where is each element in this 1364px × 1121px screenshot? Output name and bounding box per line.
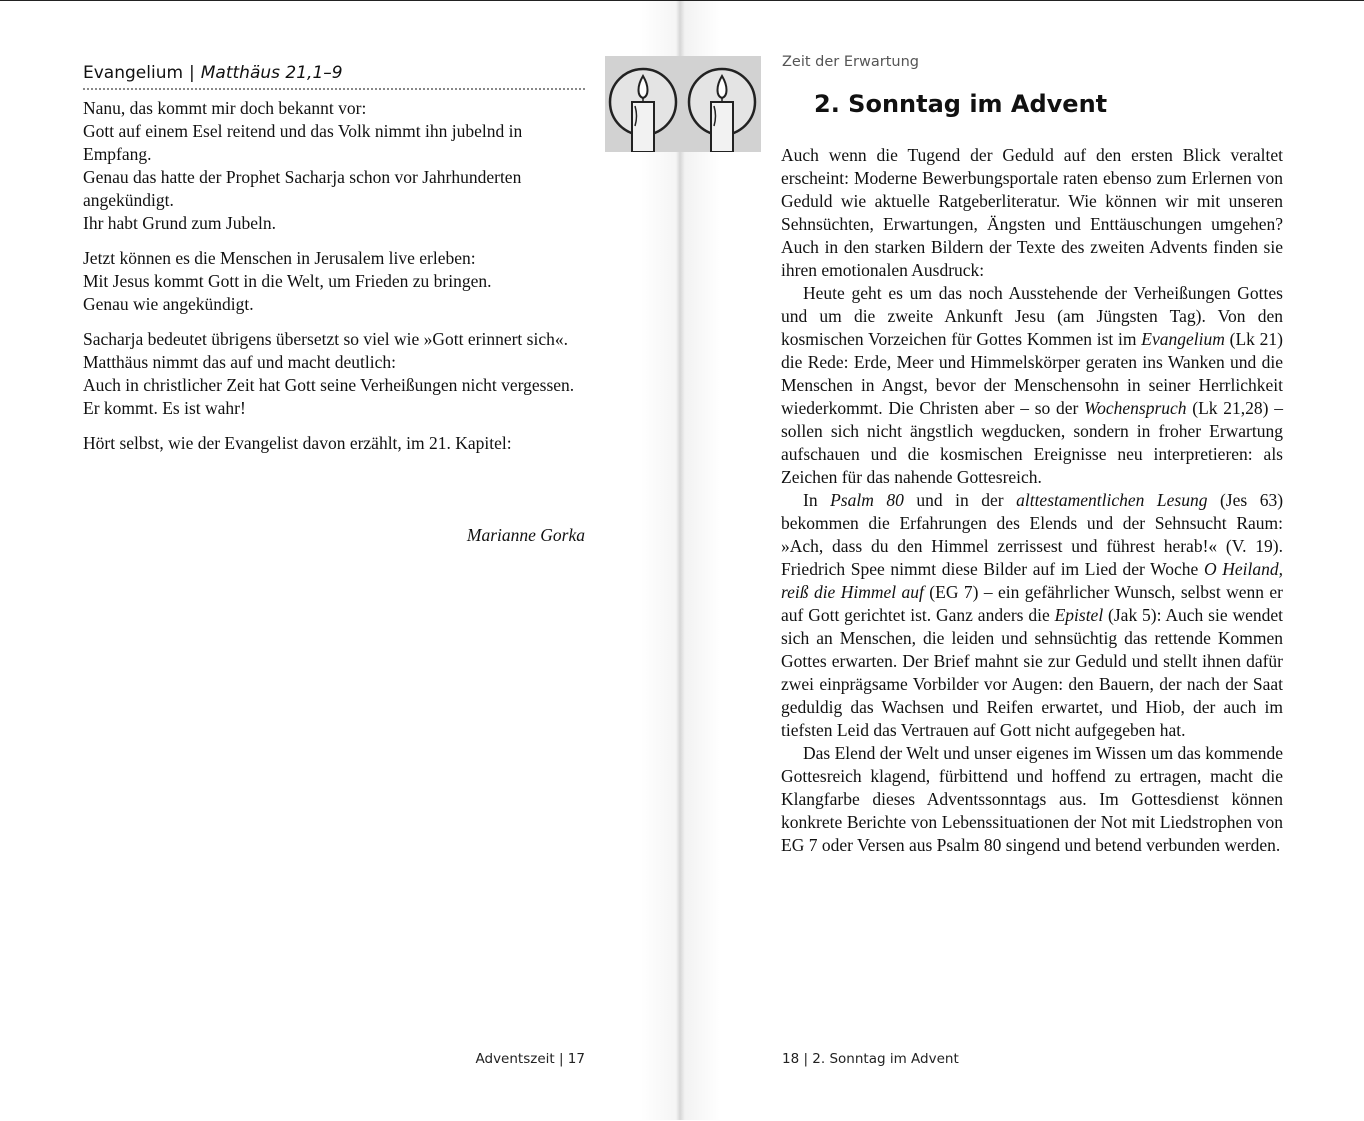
- text-line: Ihr habt Grund zum Jubeln.: [83, 213, 276, 233]
- text-run: In: [803, 490, 831, 510]
- text-line: Matthäus nimmt das auf und macht deutlich:: [83, 352, 396, 372]
- page-title: 2. Sonntag im Advent: [814, 90, 1108, 118]
- text-run: (Jes 63) bekommen die Erfahrungen des Elends und der Sehnsucht Raum: »Ach, dass du den Himmel zerrissest und führest herab!« (V. 19). Friedrich Spee nimmt diese Bilder auf im Lied der Woche: [781, 490, 1284, 579]
- section-overline: Zeit der Erwartung: [782, 54, 919, 70]
- body-text: [781, 144, 1283, 857]
- text-line: Hört selbst, wie der Evangelist davon erzählt, im 21. Kapitel:: [83, 433, 512, 453]
- text-run: (Lk 21) die Rede: Erde, Meer und Himmelskörper geraten ins Wanken und die Menschen in Angst, bevor der Menschensohn in seiner Herrlichkeit wiederkommt. Die Christen aber – so der: [781, 329, 1283, 418]
- italic-term: Psalm 80: [830, 490, 904, 510]
- page-footer-right: 18 | 2. Sonntag im Advent: [782, 1051, 959, 1067]
- intro-paragraph: [83, 247, 588, 316]
- gospel-label: Evangelium: [83, 63, 184, 83]
- italic-term: O Heiland, reiß die Himmel auf: [781, 559, 1283, 602]
- text-line: Mit Jesus kommt Gott in die Welt, um Frieden zu bringen.: [83, 271, 492, 291]
- body-paragraph: [781, 742, 1283, 857]
- body-paragraph: [781, 489, 1283, 742]
- header-separator: |: [189, 63, 195, 83]
- text-line: Er kommt. Es ist wahr!: [83, 398, 246, 418]
- book-gutter: [640, 0, 720, 1120]
- italic-term: Wochenspruch: [1084, 398, 1187, 418]
- italic-term: Epistel: [1054, 605, 1104, 625]
- scripture-reference: Matthäus 21,1–9: [200, 63, 343, 83]
- text-line: Auch in christlicher Zeit hat Gott seine Verheißungen nicht vergessen.: [83, 375, 575, 395]
- body-paragraph: [781, 144, 1283, 282]
- text-line: Sacharja bedeutet übrigens übersetzt so viel wie »Gott erinnert sich«.: [83, 329, 568, 349]
- text-run: und in der: [903, 490, 1017, 510]
- text-run: Heute geht es um das noch Ausstehende der Verheißungen Gottes und um die zweite Ankunft Jesu (am Jüngsten Tag). Von den kosmischen Vorzeichen für Gottes Kommen ist im: [781, 283, 1283, 349]
- page-footer-left: Adventszeit | 17: [475, 1051, 585, 1067]
- gospel-header: [83, 60, 585, 90]
- body-paragraph: [781, 282, 1283, 489]
- intro-paragraph: [83, 432, 588, 455]
- text-run: (EG 7) – ein gefährlicher Wunsch, selbst wenn er auf Gott gerichtet ist. Ganz anders die: [781, 582, 1283, 625]
- text-line: Gott auf einem Esel reitend und das Volk nimmt ihn jubelnd in Empfang.: [83, 121, 523, 164]
- italic-term: alttestamentlichen Lesung: [1016, 490, 1208, 510]
- gospel-intro-text: [83, 97, 588, 467]
- text-line: Genau das hatte der Prophet Sacharja schon vor Jahrhunderten angekündigt.: [83, 167, 522, 210]
- text-line: Genau wie angekündigt.: [83, 294, 254, 314]
- text-run: Auch wenn die Tugend der Geduld auf den ersten Blick veraltet erscheint: Moderne Bewerbungsportale raten ebenso zum Erlernen von Geduld wie aktuelle Ratgeberliteratur. Wie können wir mit unseren Sehnsüchten, Erwartungen, Ängsten und Enttäuschungen umgehen? Auch in den starken Bildern der Texte des zweiten Advents finden sie ihren emotionalen Ausdruck:: [781, 145, 1283, 280]
- text-run: Das Elend der Welt und unser eigenes im Wissen um das kommende Gottesreich klagend, fürbittend und hoffend zu ertragen, macht die Klangfarbe dieses Adventssonntags aus. Im Gottesdienst können konkrete Berichte von Lebenssituationen der Not mit Liedstrophen von EG 7 oder Versen aus Psalm 80 singend und betend verbunden werden.: [781, 743, 1283, 855]
- author-name: Marianne Gorka: [466, 525, 585, 545]
- intro-paragraph: [83, 328, 588, 420]
- two-candles-icon: [605, 56, 761, 152]
- intro-paragraph: [83, 97, 588, 235]
- italic-term: Evangelium: [1141, 329, 1225, 349]
- text-line: Jetzt können es die Menschen in Jerusalem live erleben:: [83, 248, 476, 268]
- text-run: (Lk 21,28) – sollen sich nicht ängstlich wegducken, sondern in froher Erwartung aufschauen und die kosmischen Ereignisse neu interpretieren: als Zeichen für das nahende Gottesreich.: [781, 398, 1283, 487]
- text-line: Nanu, das kommt mir doch bekannt vor:: [83, 98, 367, 118]
- text-run: (Jak 5): Auch sie wendet sich an Menschen, die leiden und sehnsüchtig das rettende Kommen Gottes erwarten. Der Brief mahnt sie zur Geduld und stellt ihnen dafür zwei einprägsame Vorbilder vor Augen: den Bauern, der nach der Saat geduldig das Wachsen und Reifen erwartet, und Hiob, der auch im tiefsten Leid das Vertrauen auf Gott nicht aufgegeben hat.: [781, 605, 1283, 740]
